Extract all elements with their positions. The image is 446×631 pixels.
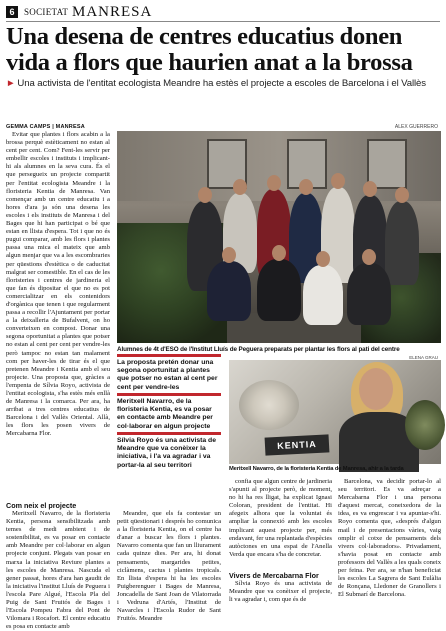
headline: Una desena de centres educatius donen vida a flors que haurien anat a la brossa [6,23,413,76]
article-column-3b [229,580,332,622]
article-text-4: Barcelona, va decidir portar-lo al seu territori. Es va adreçar a Mercabarna Flor i una persona d'aquest mercat, coneixedora de la idea, es va engrescar i va apuntar-s'hi. Royo comenta que, «després d'algun mail i de presentacions vàries, vaig omplir el cotxe de pensaments dels vivers col·laboradors». Privadament, s'havia posat en contacte amb professors del Vallès a les quals coneix per feina. Per ara, se n'han beneficiat les escoles La Sagrera de Sant Eulàlia de Ronçana, Lledoner de Granollers i El Submarí de Barcelona. [338,478,441,599]
byline: GEMMA CAMPS | MANRESA [6,124,85,130]
article-text-1: Evitar que plantes i flors acabin a la brossa perquè estèticament no estan al cent per cent. Com? Fent-les servir per embellir escoles i instituts i implicant-hi als alumnes en la seva cura. És el que persegueix un projecte compartit per l'entitat ecologista Meandre i la floristeria Kentia de Manresa. Van començar amb un centre educatiu i a hores d'ara ja són una desena les escoles i els instituts de Manresa i del Bages que hi han participat o bé que estan en llista d'espera. Tot i que no és pugui comparar, amb les flors i plantes passa una mica el mateix que amb algun menjar que va a les escombraries per qüestions d'estètica o de caducitat malgrat ser comestible. En el cas de les floristeries i centres de jardineria el que fan és dipositar el que no es pot comercialitzar en els contenidors d'orgànica que tenen i que regularment passa a recollir l'Ajuntament per portar a la deixalleria de Bufalvent, on ho converteixen en compost. Donar una segona oportunitat a plantes que potser no estan al cent per cent per vendre-les però tampoc no estan tan malament com per haver-les de tirar és el que pretenen Meandre i Kentia amb el seu projecte. Una proposta que, gràcies a l'empenta de Sílvia Royo, activista de l'entitat ecologista, s'ha estès més enllà de Manresa i la comarca. Per ara, ha arribat a tres centres educatius de Barcelona i del Vallès Oriental. Allà, les flors les posen vivers de Mercabarna Flor. [6,131,110,438]
photo1-caption: Alumnes de 4t d'ESO de l'Institut Lluís de Peguera preparats per plantar les flors al pati del centre [117,346,400,353]
pull-quote [117,354,221,392]
article-column-4 [338,478,441,622]
photo-person-head [362,249,376,265]
photo1-credit: ALEX GUERRERO [394,124,438,130]
section-subtitle: Vivers de Mercabarna Flor [229,571,319,580]
photo-person-head [363,181,377,197]
section-name: SOCIETAT [24,7,69,17]
photo-person-head [222,247,236,263]
pull-quote [117,393,221,431]
article-text-3b: Sílvia Royo és una activista de Meandre que va conèixer el projecte, li va agradar i, com que és de [229,580,332,604]
arrow-right-icon: ► [6,78,16,89]
page-number: 6 [6,6,18,18]
pull-quote [117,432,221,470]
article-column-3 [229,478,332,570]
photo-face [359,368,393,410]
section-subtitle: Com neix el projecte [6,501,77,510]
subhead [6,78,442,90]
photo-person-head [331,173,345,189]
photo2-caption: Meritxell Navarro, de la floristeria Kentia de Manresa, ahir a la tarda [229,466,404,472]
city-name: MANRESA [72,4,153,20]
article-column-2 [117,510,221,622]
photo-plant [405,400,445,450]
photo-person-head [272,245,286,261]
photo-person [385,201,419,285]
article-column-1b [6,510,110,631]
photo-person [347,263,391,325]
article-column-1 [6,131,110,476]
photo-person [303,265,343,325]
photo-person-head [395,187,409,203]
photo-person-head [198,187,212,203]
photo2-credit: ELENA GRAU [409,355,438,360]
photo-person [257,259,301,321]
photo-person-head [299,179,313,195]
shop-sign: KENTIA [265,434,330,455]
subhead-text: Una activista de l'entitat ecologista Meandre ha estès el projecte a escoles de Barcelona i el Vallès [17,78,426,89]
article-text-1b: Meritxell Navarro, de la floristeria Kentia, persona sensibilitzada amb temes de medi ambient i de sostenibilitat, es va posar en contacte amb Meandre per col·laborar en algun projecte conjunt. Plegats van posar en marxa la iniciativa Reviure plantes a les escoles de Manresa. Nascuda el gener passat, hores d'ara han gaudit de la iniciativa l'institut Lluís de Peguera i l'escola Pare Algué, l'Escola Pla del Puig de Sant Fruitós de Bages i l'Escola Pompeu Fabra del Pont de Vilomara i Rocafort. El centre educatiu es posa en contacte amb [6,510,110,631]
header-divider [6,21,440,22]
article-text-2: Meandre, que els fa contestar un petit qüestionari i després ho comunica a la floristeria Kentia, on el centre ha d'anar a buscar les flors i plantes. Navarro comenta que fan un lliurament cada quinze dies. Per ara, hi donat pensaments, margarides petites, ciclàmens, cactus i plantes tropicals. En llista d'espera hi ha les escoles Puigberenguer i Bages de Manresa, Joncadella de Sant Joan de Vilatorrada i Vedruna d'Artés, l'Institut de Navarcles i l'Escola Rudor de Sant Fruitós. Meandre [117,510,221,623]
photo-person-head [267,175,281,191]
photo-person-head [233,179,247,195]
article-text-3: confia que algun centre de jardineria s'apunti al projecte però, de moment, no hi ha res lligat, ha explicat Ignasi Coloran, president de l'entitat. Hi afegeix alhora que la voluntat és ampliar la connexió amb les escoles implicant aquest projecte per, més endavant, fer una replantada d'espècies autòctones en una espai de l'Anella Verda que encara s'ha de concretar. [229,478,332,558]
main-photo [117,131,441,343]
secondary-photo [229,360,441,464]
pull-quote-text: La proposta pretén donar una segona oportunitat a plantes que potser no estan al cent per cent per vendre-les [117,359,218,391]
photo-person-head [316,251,330,267]
photo-flowers [239,380,299,430]
photo-person [207,261,251,321]
page-header [6,6,440,20]
pull-quote-text: Sílvia Royo és una activista de Meandre que va conèixer la iniciativa, i l'a va agradar i va portar-la al seu territori [117,437,216,469]
pull-quote-text: Meritxell Navarro, de la floristeria Kentia, es va posar en contacte amb Meandre per col·laborar en algun projecte [117,398,213,430]
